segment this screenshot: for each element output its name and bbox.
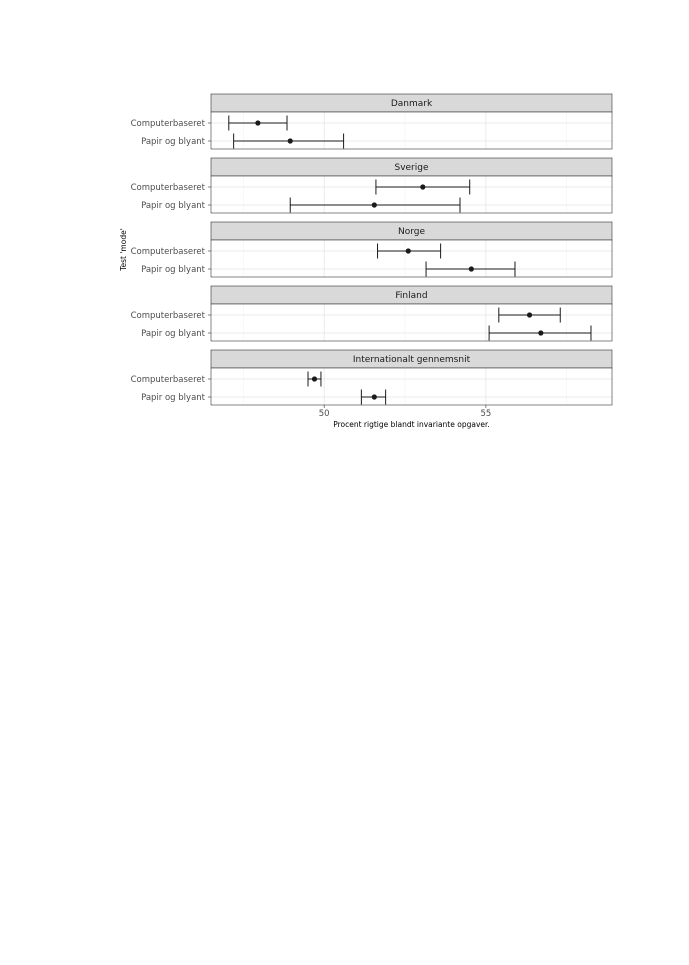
facet-panel-sverige: [131, 158, 612, 213]
mean-point: [420, 184, 425, 189]
x-axis-title: Procent rigtige blandt invariante opgaver.: [333, 420, 490, 429]
facet-panel-finland: [131, 286, 612, 341]
facet-panel-danmark: [131, 94, 612, 149]
category-label: Computerbaseret: [130, 119, 205, 129]
panel-background: [211, 304, 612, 341]
panel-background: [211, 112, 612, 149]
category-label: Papir og blyant: [141, 201, 205, 211]
mean-point: [538, 330, 543, 335]
category-label: Computerbaseret: [130, 183, 205, 193]
category-label: Papir og blyant: [141, 393, 205, 403]
category-label: Computerbaseret: [130, 247, 205, 257]
category-label: Computerbaseret: [130, 375, 205, 385]
category-label: Papir og blyant: [141, 329, 205, 339]
x-tick-label: 50: [318, 409, 330, 419]
y-axis-title: Test 'mode': [119, 228, 128, 271]
x-tick-label: 55: [480, 409, 492, 419]
panel-background: [211, 368, 612, 405]
mean-point: [527, 312, 532, 317]
panel-background: [211, 176, 612, 213]
mean-point: [469, 266, 474, 271]
mean-point: [372, 202, 377, 207]
category-label: Papir og blyant: [141, 265, 205, 275]
category-label: Papir og blyant: [141, 137, 205, 147]
mean-point: [255, 120, 260, 125]
facet-title: Norge: [397, 227, 426, 238]
category-label: Computerbaseret: [130, 311, 205, 321]
mean-point: [372, 394, 377, 399]
mean-point: [312, 376, 317, 381]
facet-title: Danmark: [390, 99, 433, 110]
facet-title: Internationalt gennemsnit: [352, 355, 471, 366]
panel-background: [211, 240, 612, 277]
mean-point: [288, 138, 293, 143]
facet-title: Sverige: [394, 163, 429, 174]
facet-panel-internationalt-gennemsnit: [131, 350, 612, 405]
mean-point: [406, 248, 411, 253]
facet-title: Finland: [395, 291, 428, 302]
facet-panel-norge: [131, 222, 612, 277]
